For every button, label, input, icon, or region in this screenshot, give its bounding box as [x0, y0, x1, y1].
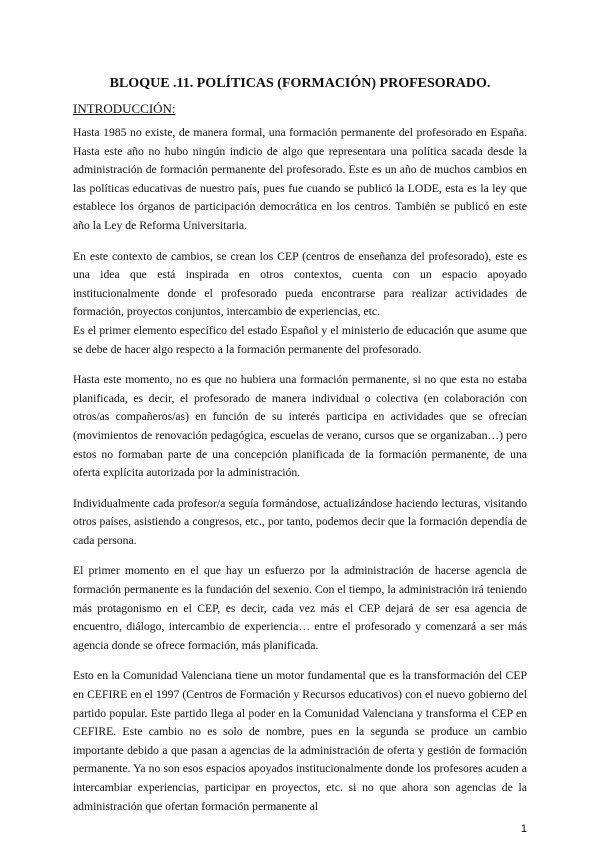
paragraph-5: Individualmente cada profesor/a seguía formándose, actualizándose haciendo lecturas, visitando otros países, asistiendo a congresos, etc., por tanto, podemos decir que la formación dependía de cada persona. — [73, 496, 527, 547]
paragraph-3: Es el primer elemento específico del estado Español y el ministerio de educación que asume que se debe de hacer algo respecto a la formación permanente del profesorado. — [73, 323, 527, 356]
document-body — [73, 124, 527, 828]
section-heading-introduccion: INTRODUCCIÓN: — [73, 101, 176, 116]
paragraph-6: El primer momento en el que hay un esfuerzo por la administración de hacerse agencia de formación permanente es la fundación del sexenio. Con el tiempo, la administración irá teniendo más protagonismo en el CEP, es decir, cada vez más el CEP dejará de ser esa agencia de encuentro, diálogo, intercambio de experiencia… entre el profesorado y comenzará a ser más agencia donde se ofrece formación, más planificada. — [73, 564, 527, 652]
paragraph-4: Hasta este momento, no es que no hubiera una formación permanente, si no que esta no estaba planificada, es decir, el profesorado de manera individual o colectiva (en colaboración con otros/as compañeros/as) en función de su interés participa en actividades que se ofrecían (movimientos de renovación pedagógica, escuelas de verano, cursos que se organizaban…) pero estos no formaban parte de una concepción planificada de la formación permanente, de una oferta explícita autorizada por la administración. — [73, 373, 527, 480]
page-number: 1 — [520, 823, 527, 835]
document-title: BLOQUE .11. POLÍTICAS (FORMACIÓN) PROFESORADO. — [109, 76, 491, 91]
paragraph-1: Hasta 1985 no existe, de manera formal, una formación permanente del profesorado en España. Hasta este año no hubo ningún indicio de algo que representara una política sacada desde la administración de formación permanente del profesorado. Este es un año de muchos cambios en las políticas educativas de nuestro país, pues fue cuando se publicó la LODE, esta es la ley que establece los órganos de participación democrática en los centros. También se publicó en este año la Ley de Reforma Universitaria. — [73, 126, 527, 232]
paragraph-7: Esto en la Comunidad Valenciana tiene un motor fundamental que es la transformación del CEP en CEFIRE en el 1997 (Centros de Formación y Recursos educativos) con el nuevo gobierno del partido popular. Este partido llega al poder en la Comunidad Valenciana y transforma el CEP en CEFIRE. Este cambio no es solo de nombre, pues en la segunda se produce un cambio importante debido a que pasan a agencias de la administración de oferta y gestión de formación permanente. Ya no son esos espacios apoyados institucionalmente donde los profesores acuden a intercambiar experiencias, participar en proyectos, etc. si no que ahora son agencias de la administración que ofertan formación permanente al — [73, 669, 527, 813]
paragraph-2: En este contexto de cambios, se crean los CEP (centros de enseñanza del profesorado), este es una idea que está inspirada en otros contextos, cuenta con un espacio apoyado institucionalmente donde el profesorado pueda encontrarse para realizar actividades de formación, proyectos conjuntos, intercambio de experiencias, etc. — [73, 249, 527, 319]
